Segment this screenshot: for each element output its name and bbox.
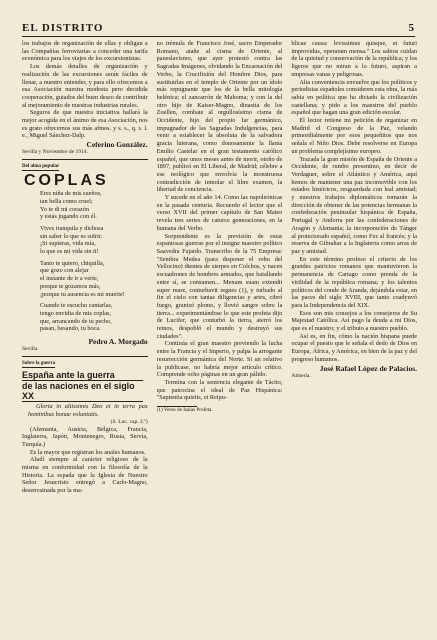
paragraph: blicae causa: levissimus quisque, et futuri improvidus, operaram mensa." Los sabios cuidan de la quietud y conservación de la república; y los ligeros que no miran a lo futuro, aspiran a empresas vanas y peligrosas. — [291, 40, 418, 78]
paragraph: Sorprendente es la previsión de estas espantosas guerras por el insigne maestro político Saavedra Fajardo. Transcribo de la 75 Empresa: "Sembra Medea (para disponer el robo del Vellocino) dientes de sierpes en Colchos, y nacen escuadrones de hombres armados, que batallando entre sí, se consumen... Menum suam extendit super mare, conturbavit regnes (1), y turbado al fin el cielo con tantas diligencias y artes, cibró fuego, granizó plomo, y llovió sangre sobre la tierra... experimentándose lo que este profeta dijo de Lucifer, que conturbó la tierra, aterró los reinos, despobló el mundo y destruyó sus ciudades". — [156, 232, 283, 340]
poem-line: Tanto te quiero, chiquilla, — [40, 259, 105, 267]
column-3 — [291, 40, 417, 630]
paragraph: Y sucede en el año 14. Como las napoleónicas en la pasada centuria. Recuerdo el lector que el verso XVII del primer capítulo de San Mateo revela tres series de catorce generaciones, en la humana del Verbo. — [156, 194, 283, 232]
paragraph: Termina con la sentencia elegante de Tácito, que patrocina el ideal de Paz Hispánica: "Sapientia quietis, et Reipu- — [156, 378, 283, 402]
poem-line: que gozo con alejar — [40, 267, 89, 275]
poem-line: y estás jugando con él. — [40, 213, 97, 221]
paragraph: Aludí siempre al carácter religioso de la misma en conformidad con la filosofía de la Historia. La espada que la Iglesia de Nuestro Señor Jesucristo entregó a Carlo-Magno, desenvainada por la ma- — [22, 456, 148, 495]
paragraph: Esos son mis consejos a los consejeros de Su Majestad Católica. Así pago la deuda a mi Dios, que es el nuestro; y el tributo a nuestro pueblo. — [291, 309, 418, 333]
author-signature: José Rafael López de Palacios. — [319, 363, 418, 373]
paragraph: Seguros de que nuestra iniciativa hallará la mejor acogida en el ánimo de esa Asociación, nos es grato ofrecernos sus más afmos. y s. s., q. s. l. e., Miguel Sánchez-Dalp. — [22, 109, 148, 140]
poem-stanza — [40, 225, 148, 256]
poem-stanza — [40, 302, 148, 333]
signature: Ceferino González. — [86, 140, 148, 150]
epigraph: Gloria in altissimis Deo et in terra pax hominibus bonae voluntatis. — [28, 403, 148, 418]
poem-line: porque te gozamos más, — [40, 282, 101, 290]
paragraph: Trazada la gran misión de España de Oriente a Occidente, de rumbo presentino, en decir de Verdaguer, sobre el Atlántico y América, aquí hemos de mantener una paz incomovible con los estados históricos, resguardada con leal amistad; y nuestros trabajos diplomáticos tomarán la dirección de obtener de las potencias hermanas la confederación peninsular hispánica de España, Portugal y Andorra por las confederaciones de Aragón y Alemania; la incorporación de Tánger al protectorado español, como Fez al francés; y la reserva de Gibraltar a la Inglaterra como arras de paz y amistad. — [291, 155, 418, 255]
column-1 — [22, 40, 148, 630]
poem-line: Eres niña de mis sueños, — [40, 190, 102, 198]
poem-place: Sevilla. — [22, 346, 39, 353]
article-headline — [22, 370, 143, 402]
poem — [22, 190, 148, 333]
paragraph: Alta conveniencia envuelve que los políticos y periodistas españoles consideren esta obra, la más sabia en política que ha dictado la civilización castellana; y pido a los maestros del pueblo español que hagan una gran edición escolar. — [291, 78, 418, 117]
headline-line-2: de las naciones en el siglo XX — [22, 381, 143, 402]
poem-line: que, arrancando de tu pecho, — [40, 317, 112, 325]
poem-line: el instante de ir a verte, — [40, 275, 99, 283]
paragraph: Así es, en fin, cómo la nación hispana puede ocupar el puesto que le señala el dedo de Dios en Europa, África, y América, en bien de la paz y del progreso humanos. — [291, 332, 418, 363]
paragraph: Es la mayor que registran los anales humanos. — [30, 448, 146, 456]
dateline: Sevilla y Noviembre de 1914. — [22, 149, 88, 156]
poem-line: pasan, besando, tu boca. — [40, 325, 101, 333]
poem-signature: Pedro A. Morgado — [88, 337, 148, 347]
paragraph: Continúa el gran maestro previendo la lucha entre la Francia y el Imperio, y palpa la arrogante resurrección germánica del Norte. Si un relativo la publicase, no habría mejor artículo crítico. Comprende ocho páginas en un gran pálido. — [156, 340, 283, 379]
poem-title: COPLAS — [24, 172, 109, 190]
divider — [22, 356, 148, 357]
poem-stanza — [40, 260, 148, 299]
poem-stanza — [40, 190, 148, 221]
footnote: (1) Verso de Isaías Profeta. — [156, 407, 213, 414]
poem-line: sin saber lo que es sufrir. — [40, 232, 103, 240]
paragraph: En este término profeso el criterio de los grandes patricios romanos que mantuvieron la permanencia de Cartago como prenda de la virilidad de la república romana; y los talentos políticos del conde de Aranda, dejándola estar, en las paces del siglo XVIII, que tanto coadyuvó para la Independencia del XIX. — [291, 255, 418, 309]
poem-line: tengo envidia de mis coplas, — [40, 309, 111, 317]
page-number: 5 — [408, 22, 415, 34]
author-place: Almería. — [291, 372, 311, 379]
paragraph: Los demás detalles de organización y realización de las excursiones serán fáciles de llenar, a nuestro entender, y para ello ofrecemos a esa Asociación nuestra modesta pero decidida cooperación, guiados del buen deseo de contribuir al mejoramiento de nuestras industrias rurales. — [22, 63, 148, 109]
paragraph: (Alemania, Austria, Bélgica, Francia, Inglaterra, Japón, Montenegro, Rusia, Servia, Turquía.) — [22, 425, 148, 448]
paragraph: no trémula de Francisco José, sacro Emperador Romano, atañe al cisma de Oriente, al paneslavismo, que ayer protestó contra las Sagradas Imágenes, olvidando la Encarnación del Verbo, la Crucifixión del Hombre Dios, para sustituirlas en el templo de Oriente por un ídolo más repugnante que los de la bella mitología helénica; el zancarrón de Mahoma; y con la del otro hijo de Kaiser-Magno, dinastía de los Zoellen, combate al orgullosísimo cisma de Occidente, hijo del propio far germánico, impugnador de las Sagradas Indulgencias, para venir a establecer la absoluta de la salvadora gracia luterana, como donosamente la llama Emilio Castelar en el gran testamento católico español, que unos meses antes de morir, otoño de 1897, publicó en El Liberal, de Madrid; célebre a ese teológico que envolvía la monstruosa contradicción de inmolar el libre examen, la libertad de conciencia. — [156, 40, 283, 194]
poem-line: Cuando te escucho cantarlas, — [40, 302, 113, 310]
poem-line: ¡Si supieras, vida mía, — [40, 240, 96, 248]
poem-line: tan bella como cruel; — [40, 197, 93, 205]
epigraph-source: (S. Luc. cap. 2.º) — [110, 418, 148, 425]
article-columns — [22, 40, 417, 630]
poem-line: lo que es mi vida sin ti! — [40, 248, 99, 256]
poem-line: Yo te di mi corazón — [40, 205, 90, 213]
page-header — [22, 16, 415, 37]
column-2 — [157, 40, 283, 630]
divider — [22, 159, 148, 160]
poem-line: Vives tranquila y dichosa — [40, 224, 104, 232]
headline-line-1: España ante la guerra — [22, 370, 143, 381]
section-label: Sobre la guerra — [22, 361, 56, 367]
newspaper-title: EL DISTRITO — [22, 22, 104, 34]
paragraph: El lector retiene mi petición de organizar en Madrid el Congreso de la Paz, velando primordialmente por esos pequeñitos que nos señala el Niño Dios. Debe resolverse en Europa un problema complejísimo europeo. — [291, 117, 418, 155]
paragraph: los trabajos de organización de ellas y obligan a las Compañías ferroviarias a conceder una tarifa económica para los viajes de los excursionistas. — [22, 40, 148, 63]
poem-line: ¡porque tu ausencia es mi muerte! — [40, 290, 125, 298]
section-label: Del alma popular — [22, 164, 60, 170]
